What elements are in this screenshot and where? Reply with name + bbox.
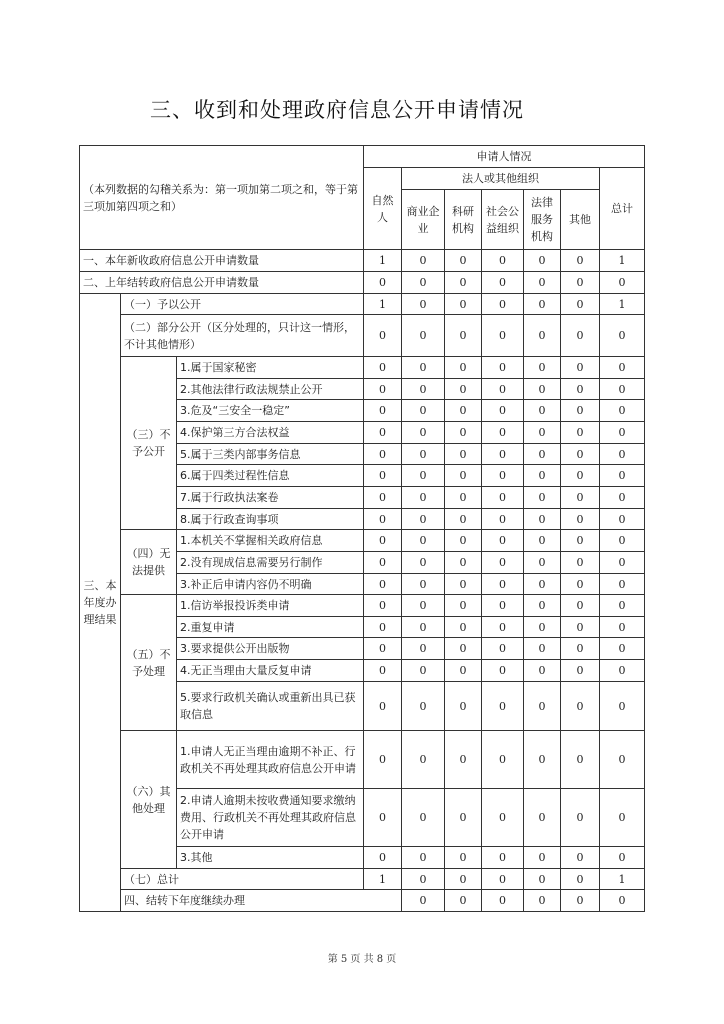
value-cell: 0 [364,574,402,595]
value-cell: 1 [600,869,645,890]
value-cell: 0 [524,465,561,487]
value-cell: 0 [524,315,561,357]
value-cell: 0 [402,847,445,869]
value-cell: 1 [600,294,645,315]
row-label: （一）予以公开 [121,294,364,315]
value-cell: 0 [561,530,600,552]
value-cell: 0 [482,847,524,869]
value-cell: 0 [402,530,445,552]
row-label: 8.属于行政查询事项 [177,509,364,530]
value-cell: 0 [561,552,600,574]
value-cell: 0 [524,638,561,660]
value-cell: 0 [482,250,524,272]
value-cell: 0 [402,400,445,422]
value-cell: 0 [364,617,402,638]
value-cell: 0 [402,272,445,294]
value-cell: 0 [600,682,645,731]
value-cell: 0 [482,444,524,465]
header-other: 其他 [561,190,600,250]
value-cell: 0 [402,465,445,487]
row-label: 2.申请人逾期未按收费通知要求缴纳费用、行政机关不再处理其政府信息公开申请 [177,789,364,847]
value-cell: 0 [600,574,645,595]
header-total: 总计 [600,168,645,250]
row-label: 1.本机关不掌握相关政府信息 [177,530,364,552]
value-cell: 0 [600,357,645,379]
value-cell: 0 [561,847,600,869]
value-cell: 0 [445,574,482,595]
value-cell: 0 [600,379,645,400]
value-cell: 0 [561,250,600,272]
value-cell: 0 [364,422,402,444]
value-cell: 0 [445,357,482,379]
value-cell: 0 [482,315,524,357]
row-label: 4.无正当理由大量反复申请 [177,660,364,682]
group-label-not-public: （三）不予公开 [121,357,177,530]
value-cell: 0 [600,315,645,357]
value-cell: 0 [524,487,561,509]
value-cell: 0 [600,660,645,682]
value-cell: 0 [561,315,600,357]
group-label-result: 三、本年度办理结果 [80,294,121,912]
value-cell: 0 [524,660,561,682]
row-label: 3.要求提供公开出版物 [177,638,364,660]
value-cell: 0 [600,847,645,869]
value-cell: 0 [402,595,445,617]
value-cell: 0 [600,444,645,465]
value-cell: 0 [524,272,561,294]
value-cell: 0 [524,789,561,847]
value-cell: 0 [364,847,402,869]
header-legal-service: 法律服务机构 [524,190,561,250]
value-cell: 0 [364,660,402,682]
value-cell: 0 [600,552,645,574]
header-social-welfare: 社会公益组织 [482,190,524,250]
value-cell: 0 [402,660,445,682]
row-label: 3.补正后申请内容仍不明确 [177,574,364,595]
value-cell: 0 [561,890,600,912]
value-cell: 0 [600,890,645,912]
row-label: 3.其他 [177,847,364,869]
value-cell: 0 [364,789,402,847]
value-cell: 0 [402,731,445,789]
value-cell: 0 [561,574,600,595]
value-cell: 0 [600,595,645,617]
value-cell: 0 [482,595,524,617]
value-cell: 0 [364,379,402,400]
value-cell: 0 [561,465,600,487]
value-cell: 0 [482,574,524,595]
value-cell: 0 [364,682,402,731]
value-cell: 0 [482,509,524,530]
value-cell: 0 [561,595,600,617]
value-cell: 0 [364,487,402,509]
value-cell: 0 [445,294,482,315]
value-cell: 0 [524,294,561,315]
value-cell: 0 [364,552,402,574]
value-cell: 0 [402,509,445,530]
value-cell: 0 [600,422,645,444]
group-label-not-processed: （五）不予处理 [121,595,177,731]
value-cell: 0 [445,682,482,731]
value-cell: 0 [445,789,482,847]
value-cell: 0 [402,444,445,465]
value-cell: 0 [524,530,561,552]
value-cell: 0 [445,638,482,660]
group-label-cannot-provide: （四）无法提供 [121,530,177,595]
value-cell: 0 [402,357,445,379]
value-cell: 0 [482,422,524,444]
value-cell: 0 [561,638,600,660]
value-cell: 0 [364,595,402,617]
value-cell: 0 [524,379,561,400]
value-cell: 0 [524,869,561,890]
value-cell: 0 [402,487,445,509]
value-cell: 0 [600,789,645,847]
value-cell: 0 [364,272,402,294]
row-label: 6.属于四类过程性信息 [177,465,364,487]
value-cell: 0 [524,731,561,789]
value-cell: 1 [600,250,645,272]
value-cell: 0 [482,890,524,912]
row-label: （七）总计 [121,869,364,890]
row-label: 四、结转下年度继续办理 [121,890,402,912]
value-cell: 0 [561,294,600,315]
value-cell: 0 [600,731,645,789]
value-cell: 0 [524,552,561,574]
header-legal-person: 法人或其他组织 [402,168,600,190]
value-cell: 0 [600,638,645,660]
value-cell: 0 [445,530,482,552]
value-cell: 0 [445,731,482,789]
value-cell: 0 [482,617,524,638]
value-cell: 0 [445,272,482,294]
value-cell: 0 [482,682,524,731]
value-cell: 0 [402,789,445,847]
value-cell: 0 [524,422,561,444]
page-title: 三、收到和处理政府信息公开申请情况 [150,98,524,122]
value-cell: 0 [402,315,445,357]
value-cell: 0 [445,250,482,272]
value-cell: 0 [482,379,524,400]
value-cell: 0 [402,379,445,400]
value-cell: 0 [445,869,482,890]
value-cell: 0 [482,294,524,315]
value-cell: 0 [445,847,482,869]
value-cell: 0 [561,789,600,847]
table-note: （本列数据的勾稽关系为：第一项加第二项之和，等于第三项加第四项之和） [80,146,364,250]
group-label-other-handling: （六）其他处理 [121,731,177,869]
statistics-table [79,145,645,912]
value-cell: 0 [561,682,600,731]
value-cell: 0 [445,890,482,912]
value-cell: 0 [482,400,524,422]
value-cell: 0 [482,357,524,379]
value-cell: 0 [364,731,402,789]
row-label: 二、上年结转政府信息公开申请数量 [80,272,364,294]
value-cell: 0 [445,465,482,487]
value-cell: 0 [600,465,645,487]
value-cell: 0 [482,552,524,574]
header-natural-person: 自然人 [364,168,402,250]
value-cell: 0 [364,465,402,487]
value-cell: 0 [561,617,600,638]
value-cell: 0 [364,530,402,552]
value-cell: 0 [482,660,524,682]
value-cell: 0 [524,250,561,272]
row-label: 一、本年新收政府信息公开申请数量 [80,250,364,272]
value-cell: 0 [561,660,600,682]
value-cell: 0 [524,890,561,912]
value-cell: 0 [445,422,482,444]
value-cell: 0 [364,400,402,422]
value-cell: 0 [482,731,524,789]
value-cell: 0 [482,789,524,847]
value-cell: 0 [445,487,482,509]
value-cell: 0 [524,574,561,595]
value-cell: 0 [402,422,445,444]
value-cell: 0 [482,272,524,294]
value-cell: 0 [402,890,445,912]
header-research: 科研机构 [445,190,482,250]
value-cell: 0 [600,400,645,422]
header-commercial: 商业企业 [402,190,445,250]
value-cell: 0 [402,638,445,660]
value-cell: 0 [600,272,645,294]
value-cell: 0 [524,400,561,422]
header-applicant: 申请人情况 [364,146,645,168]
row-label: 5.属于三类内部事务信息 [177,444,364,465]
value-cell: 0 [482,638,524,660]
value-cell: 1 [364,250,402,272]
value-cell: 0 [561,400,600,422]
value-cell: 0 [524,509,561,530]
row-label: 4.保护第三方合法权益 [177,422,364,444]
value-cell: 0 [445,444,482,465]
value-cell: 0 [524,357,561,379]
value-cell: 0 [364,509,402,530]
value-cell: 0 [600,509,645,530]
value-cell: 0 [561,422,600,444]
row-label: 1.信访举报投诉类申请 [177,595,364,617]
value-cell: 0 [524,595,561,617]
value-cell: 0 [445,379,482,400]
value-cell: 0 [482,869,524,890]
value-cell: 0 [561,731,600,789]
value-cell: 0 [524,847,561,869]
value-cell: 0 [402,552,445,574]
value-cell: 0 [524,682,561,731]
value-cell: 0 [561,379,600,400]
value-cell: 0 [445,617,482,638]
row-label: 1.申请人无正当理由逾期不补正、行政机关不再处理其政府信息公开申请 [177,731,364,789]
row-label: 5.要求行政机关确认或重新出具已获取信息 [177,682,364,731]
row-label: 2.其他法律行政法规禁止公开 [177,379,364,400]
value-cell: 0 [482,487,524,509]
value-cell: 0 [524,444,561,465]
value-cell: 0 [402,682,445,731]
page-number: 第 5 页 共 8 页 [327,954,397,965]
value-cell: 0 [364,315,402,357]
value-cell: 0 [524,617,561,638]
value-cell: 0 [482,530,524,552]
value-cell: 0 [402,294,445,315]
row-label: 1.属于国家秘密 [177,357,364,379]
value-cell: 0 [561,869,600,890]
value-cell: 0 [402,250,445,272]
value-cell: 0 [561,444,600,465]
value-cell: 0 [402,869,445,890]
value-cell: 0 [364,638,402,660]
value-cell: 0 [445,315,482,357]
value-cell: 0 [600,530,645,552]
value-cell: 0 [402,617,445,638]
value-cell: 0 [364,444,402,465]
value-cell: 0 [445,595,482,617]
row-label: 7.属于行政执法案卷 [177,487,364,509]
value-cell: 0 [561,357,600,379]
value-cell: 0 [600,617,645,638]
value-cell: 0 [445,400,482,422]
value-cell: 0 [364,357,402,379]
value-cell: 0 [445,509,482,530]
value-cell: 1 [364,869,402,890]
value-cell: 0 [445,660,482,682]
value-cell: 0 [600,487,645,509]
value-cell: 0 [561,509,600,530]
row-label: 2.没有现成信息需要另行制作 [177,552,364,574]
value-cell: 0 [561,487,600,509]
value-cell: 1 [364,294,402,315]
value-cell: 0 [402,574,445,595]
row-label: （二）部分公开（区分处理的，只计这一情形，不计其他情形） [121,315,364,357]
row-label: 3.危及“三安全一稳定” [177,400,364,422]
row-label: 2.重复申请 [177,617,364,638]
value-cell: 0 [445,552,482,574]
value-cell: 0 [482,465,524,487]
value-cell: 0 [561,272,600,294]
